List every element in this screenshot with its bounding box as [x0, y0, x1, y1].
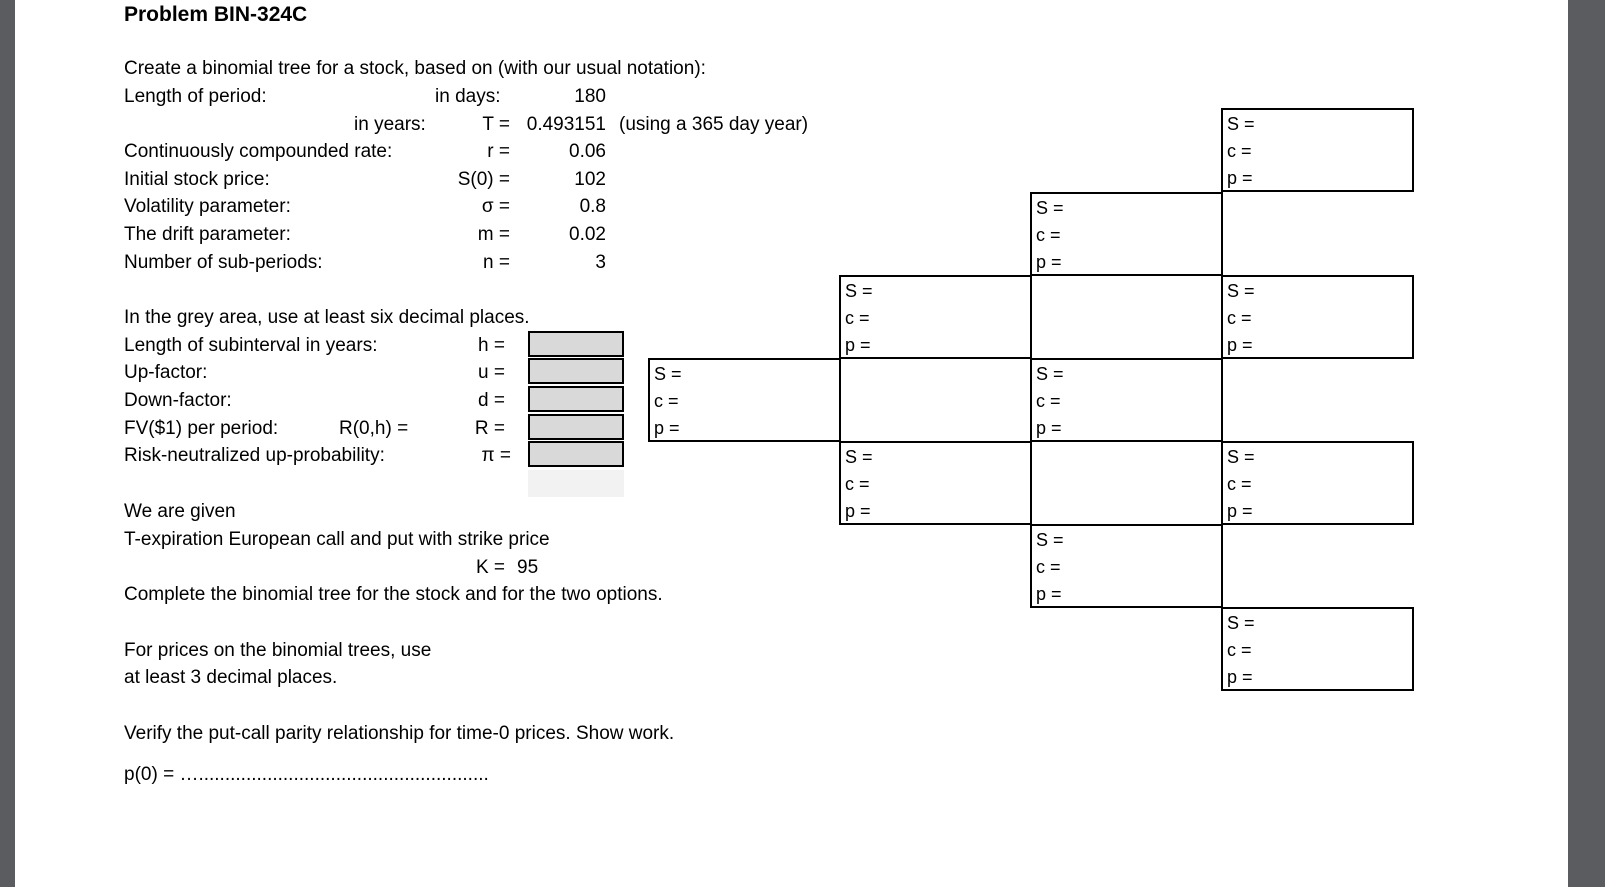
right-border [1568, 0, 1605, 887]
node-p-label: p = [1227, 667, 1253, 687]
node-s-label: S = [845, 281, 873, 301]
worksheet-page [15, 0, 1568, 887]
pi-row-label: Risk-neutralized up-probability: [124, 445, 385, 466]
grey-spare-cell [528, 470, 624, 497]
u-row-label: Up-factor: [124, 362, 208, 383]
in-years-label: in years: [354, 114, 426, 135]
rate-label: Continuously compounded rate: [124, 141, 393, 162]
given-line-3: Complete the binomial tree for the stock and for the two options. [124, 584, 663, 605]
node-c-label: c = [1227, 474, 1252, 494]
node-s-label: S = [1227, 447, 1255, 467]
node-s-label: S = [654, 364, 682, 384]
tree-node-2uu [1030, 192, 1223, 276]
node-c-label: c = [1227, 308, 1252, 328]
vol-label: Volatility parameter: [124, 196, 291, 217]
grey-instruction: In the grey area, use at least six decimal places. [124, 307, 530, 328]
h-label: h = [478, 335, 505, 356]
sigma-value: 0.8 [579, 196, 606, 217]
tree-node-3uud [1221, 275, 1414, 359]
node-c-label: c = [1227, 640, 1252, 660]
node-c-label: c = [1036, 391, 1061, 411]
R0h-label: R(0,h) = [339, 418, 409, 439]
S0-value: 102 [574, 169, 606, 190]
node-c-label: c = [845, 474, 870, 494]
node-c-label: c = [1036, 225, 1061, 245]
prices-note-1: For prices on the binomial trees, use [124, 640, 432, 661]
node-p-label: p = [1036, 418, 1062, 438]
R-input[interactable] [528, 414, 624, 440]
T-label: T = [482, 114, 510, 135]
node-p-label: p = [845, 501, 871, 521]
node-s-label: S = [1036, 198, 1064, 218]
node-p-label: p = [845, 335, 871, 355]
node-s-label: S = [1036, 530, 1064, 550]
node-p-label: p = [1227, 501, 1253, 521]
tree-node-2ud [1030, 358, 1223, 442]
T-value: 0.493151 [526, 114, 606, 135]
intro-text: Create a binomial tree for a stock, based on (with our usual notation): [124, 58, 706, 79]
page-title: Problem BIN-324C [124, 3, 308, 26]
tree-node-1u [839, 275, 1032, 359]
pi-label: π = [481, 445, 511, 466]
h-input[interactable] [528, 331, 624, 357]
node-p-label: p = [654, 418, 680, 438]
node-s-label: S = [1227, 114, 1255, 134]
p0-answer-line[interactable]: p(0) = …....................................................... [124, 764, 489, 785]
R-row-label: FV($1) per period: [124, 418, 279, 439]
node-s-label: S = [1227, 281, 1255, 301]
subperiods-label: Number of sub-periods: [124, 252, 323, 273]
tree-node-1d [839, 441, 1032, 525]
node-s-label: S = [845, 447, 873, 467]
node-c-label: c = [1227, 141, 1252, 161]
S0-row-label: Initial stock price: [124, 169, 270, 190]
d-input[interactable] [528, 386, 624, 412]
d-row-label: Down-factor: [124, 390, 232, 411]
given-line-1: We are given [124, 501, 236, 522]
r-value: 0.06 [569, 141, 606, 162]
n-label: n = [483, 252, 510, 273]
tree-node-0 [648, 358, 841, 442]
u-label: u = [478, 362, 505, 383]
prices-note-2: at least 3 decimal places. [124, 667, 338, 688]
node-p-label: p = [1036, 252, 1062, 272]
length-label: Length of period: [124, 86, 267, 107]
node-p-label: p = [1227, 335, 1253, 355]
K-value: 95 [517, 557, 539, 578]
K-label: K = [475, 557, 505, 578]
drift-label: The drift parameter: [124, 224, 291, 245]
tree-node-3uuu [1221, 108, 1414, 192]
node-p-label: p = [1036, 584, 1062, 604]
n-value: 3 [595, 252, 606, 273]
node-p-label: p = [1227, 168, 1253, 188]
node-s-label: S = [1227, 613, 1255, 633]
node-s-label: S = [1036, 364, 1064, 384]
node-c-label: c = [845, 308, 870, 328]
R-label: R = [474, 418, 505, 439]
left-border [0, 0, 15, 887]
given-line-2: T-expiration European call and put with strike price [124, 529, 550, 550]
tree-node-3ddd [1221, 607, 1414, 691]
u-input[interactable] [528, 358, 624, 384]
S0-label: S(0) = [457, 169, 510, 190]
node-c-label: c = [654, 391, 679, 411]
m-label: m = [477, 224, 510, 245]
d-label: d = [478, 390, 505, 411]
sigma-label: σ = [481, 196, 510, 217]
parity-instruction: Verify the put-call parity relationship for time-0 prices. Show work. [124, 723, 675, 744]
days-value: 180 [574, 86, 606, 107]
in-days-label: in days: [435, 86, 501, 107]
pi-input[interactable] [528, 441, 624, 467]
tree-node-2dd [1030, 524, 1223, 608]
node-c-label: c = [1036, 557, 1061, 577]
T-note: (using a 365 day year) [619, 114, 809, 135]
m-value: 0.02 [569, 224, 606, 245]
h-row-label: Length of subinterval in years: [124, 335, 378, 356]
r-label: r = [487, 141, 510, 162]
tree-node-3udd [1221, 441, 1414, 525]
